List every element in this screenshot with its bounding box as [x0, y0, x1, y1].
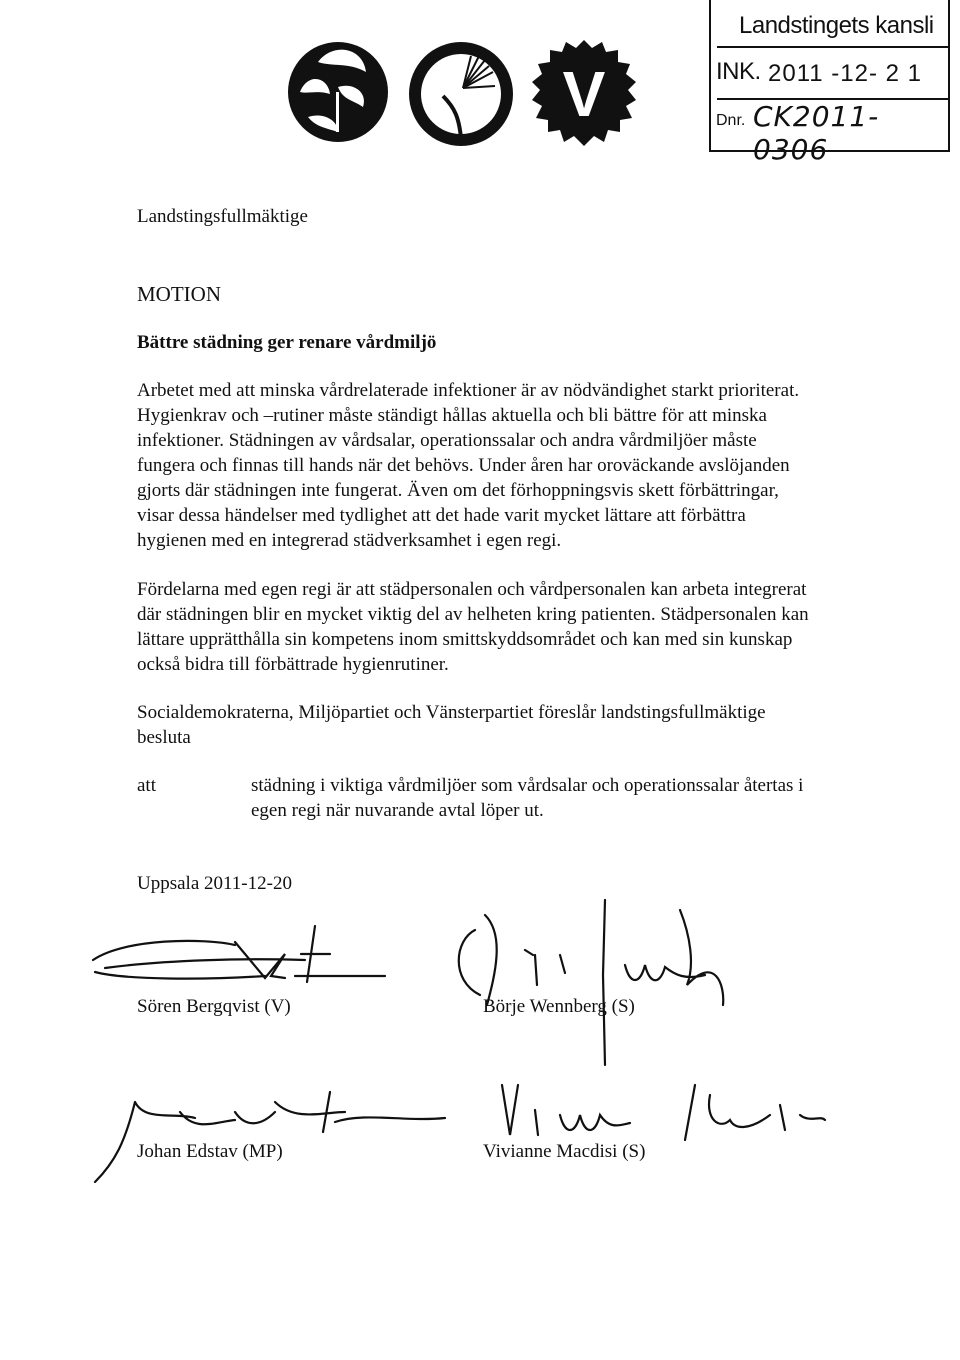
stamp-date: 2011 -12- 2 1 [768, 60, 922, 87]
paragraph-line: fungera och finnas till hands när det behövs. Under åren har oroväckande avslöjanden [137, 455, 790, 476]
stamp-dnr-value: CK2011- 0306 [753, 100, 880, 166]
dandelion-icon [405, 38, 517, 150]
proposal-line: städning i viktiga vårdmiljöer som vårdsalar och operationssalar återtas i [251, 775, 804, 796]
stamp-ink-label: INK. [716, 58, 761, 85]
document-type: MOTION [137, 282, 221, 306]
paragraph-line: Arbetet med att minska vårdrelaterade infektioner är av nödvändighet starkt prioriterat. [137, 380, 800, 401]
stamp-dnr-label: Dnr. [716, 112, 746, 129]
stamp-title: Landstingets kansli [739, 12, 934, 39]
paragraph-line: besluta [137, 727, 191, 748]
paragraph-1 [137, 378, 799, 553]
v-letter: V [562, 58, 606, 130]
recipient: Landstingsfullmäktige [137, 206, 308, 227]
signer-name: Sören Bergqvist (V) [137, 996, 291, 1017]
signer-name: Johan Edstav (MP) [137, 1141, 283, 1162]
proposal-label: att [137, 775, 156, 796]
rose-icon [278, 32, 398, 152]
paragraph-3 [137, 700, 766, 750]
paragraph-line: Socialdemokraterna, Miljöpartiet och Vänsterpartiet föreslår landstingsfullmäktige [137, 702, 766, 723]
proposal-text [251, 773, 803, 823]
signature-wennberg [425, 895, 745, 1085]
signature-edstav [85, 1082, 485, 1192]
paragraph-line: visar dessa händelser med tydlighet att det hade varit mycket lättare att förbättra [137, 505, 746, 526]
paragraph-line: lättare upprätthålla sin kompetens inom smittskyddsområdet och kan med sin kunskap [137, 629, 793, 650]
paragraph-line: också bidra till förbättrade hygienrutiner. [137, 654, 449, 675]
paragraph-2 [137, 577, 809, 677]
proposal-line: egen regi när nuvarande avtal löper ut. [251, 800, 544, 821]
paragraph-line: infektioner. Städningen av vårdsalar, operationssalar och andra vårdmiljöer måste [137, 430, 757, 451]
paragraph-line: Fördelarna med egen regi är att städpersonalen och vårdpersonalen kan arbeta integrerat [137, 579, 807, 600]
received-stamp [709, 0, 950, 166]
document-title: Bättre städning ger renare vårdmiljö [137, 332, 437, 353]
place-date: Uppsala 2011-12-20 [137, 873, 292, 894]
signature-bergqvist [85, 920, 395, 1000]
paragraph-line: hygienen med en integrerad städverksamhet i egen regi. [137, 530, 562, 551]
paragraph-line: Hygienkrav och –rutiner måste ständigt hållas aktuella och bli bättre för att minska [137, 405, 767, 426]
v-letter-icon [528, 38, 640, 150]
signer-name: Vivianne Macdisi (S) [483, 1141, 646, 1162]
paragraph-line: där städningen blir en mycket viktig del av helheten kring patienten. Städpersonalen kan [137, 604, 809, 625]
signer-name: Börje Wennberg (S) [483, 996, 635, 1017]
paragraph-line: gjorts där städningen inte fungerat. Även om det förhoppningsvis skett förbättringar, [137, 480, 779, 501]
